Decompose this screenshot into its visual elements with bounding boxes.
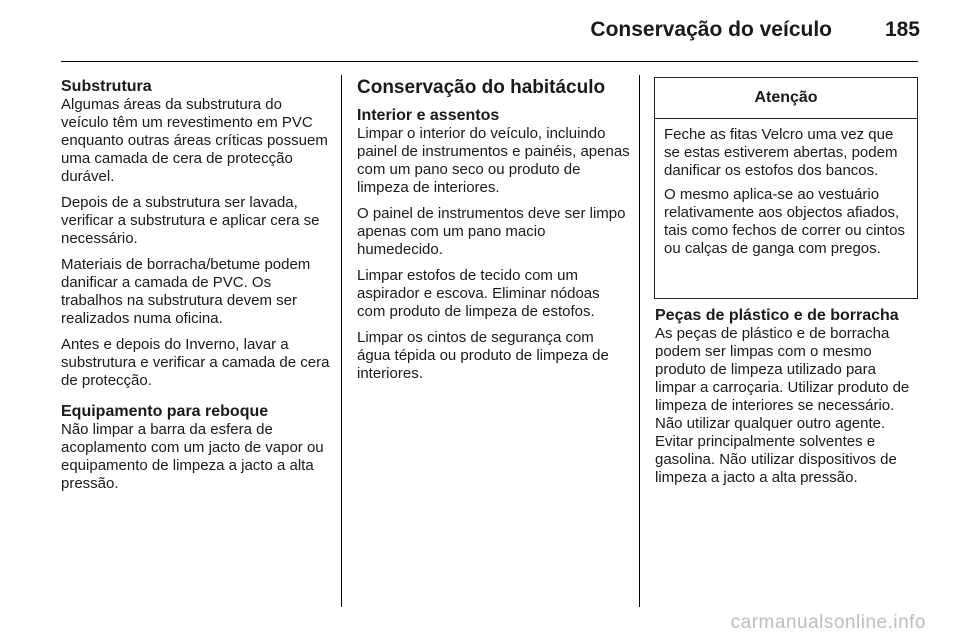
page-number: 185: [884, 18, 920, 41]
attention-notice-box: [654, 77, 918, 299]
notice-paragraph: Feche as fitas Velcro uma vez que se estas estiverem abertas, podem danificar os estofos dos bancos.: [664, 126, 898, 179]
middle-column: [357, 77, 631, 391]
page-header-title: Conservação do veículo: [590, 18, 832, 41]
plastic-rubber-parts-paragraph: As peças de plástico e de borracha podem ser limpas com o mesmo produto de limpeza utilizado para limpar a carroçaria. Utilizar produto de limpeza de interiores se necessário. Não utilizar qualquer outro agente. Evitar principalmente solventes e gasolina. Não utilizar dispositivos de limpeza a jacto a alta pressão.: [655, 325, 910, 486]
interior-seats-heading: Interior e assentos: [357, 107, 500, 124]
interior-paragraph: Limpar estofos de tecido com um aspirador e escova. Eliminar nódoas com produto de limpeza de estofos.: [357, 267, 600, 320]
column-divider-right: [639, 75, 640, 607]
interior-paragraph: Limpar o interior do veículo, incluindo painel de instrumentos e painéis, apenas com um pano seco ou produto de limpeza de interiores.: [357, 125, 630, 196]
towing-equipment-heading: Equipamento para reboque: [61, 403, 269, 420]
substructure-paragraph: Antes e depois do Inverno, lavar a substrutura e verificar a camada de cera de protecção.: [61, 336, 330, 389]
substructure-heading: Substrutura: [61, 78, 152, 95]
column-divider-left: [341, 75, 342, 607]
notice-paragraph: O mesmo aplica-se ao vestuário relativamente aos objectos afiados, tais como fechos de correr ou cintos ou calças de ganga com pregos.: [664, 186, 905, 257]
left-column: [61, 77, 333, 501]
watermark: carmanualsonline.info: [730, 612, 926, 633]
substructure-paragraph: Depois de a substrutura ser lavada, verificar a substrutura e aplicar cera se necessário.: [61, 194, 320, 247]
right-column-lower: [655, 306, 920, 495]
towing-equipment-paragraph: Não limpar a barra da esfera de acoplamento com um jacto de vapor ou equipamento de limpeza a jacto a alta pressão.: [61, 421, 324, 492]
header-divider: [61, 61, 918, 62]
plastic-rubber-parts-heading: Peças de plástico e de borracha: [655, 307, 899, 324]
attention-notice-body: [655, 119, 917, 258]
interior-paragraph: O painel de instrumentos deve ser limpo apenas com um pano macio humedecido.: [357, 205, 626, 258]
substructure-paragraph: Algumas áreas da substrutura do veículo têm um revestimento em PVC enquanto outras áreas críticas possuem uma camada de cera de protecção durável.: [61, 96, 328, 185]
attention-notice-title: Atenção: [655, 78, 917, 119]
substructure-paragraph: Materiais de borracha/betume podem danificar a camada de PVC. Os trabalhos na substrutura devem ser realizados numa oficina.: [61, 256, 311, 327]
interior-care-section-heading: Conservação do habitáculo: [357, 77, 606, 98]
interior-paragraph: Limpar os cintos de segurança com água tépida ou produto de limpeza de interiores.: [357, 329, 609, 382]
